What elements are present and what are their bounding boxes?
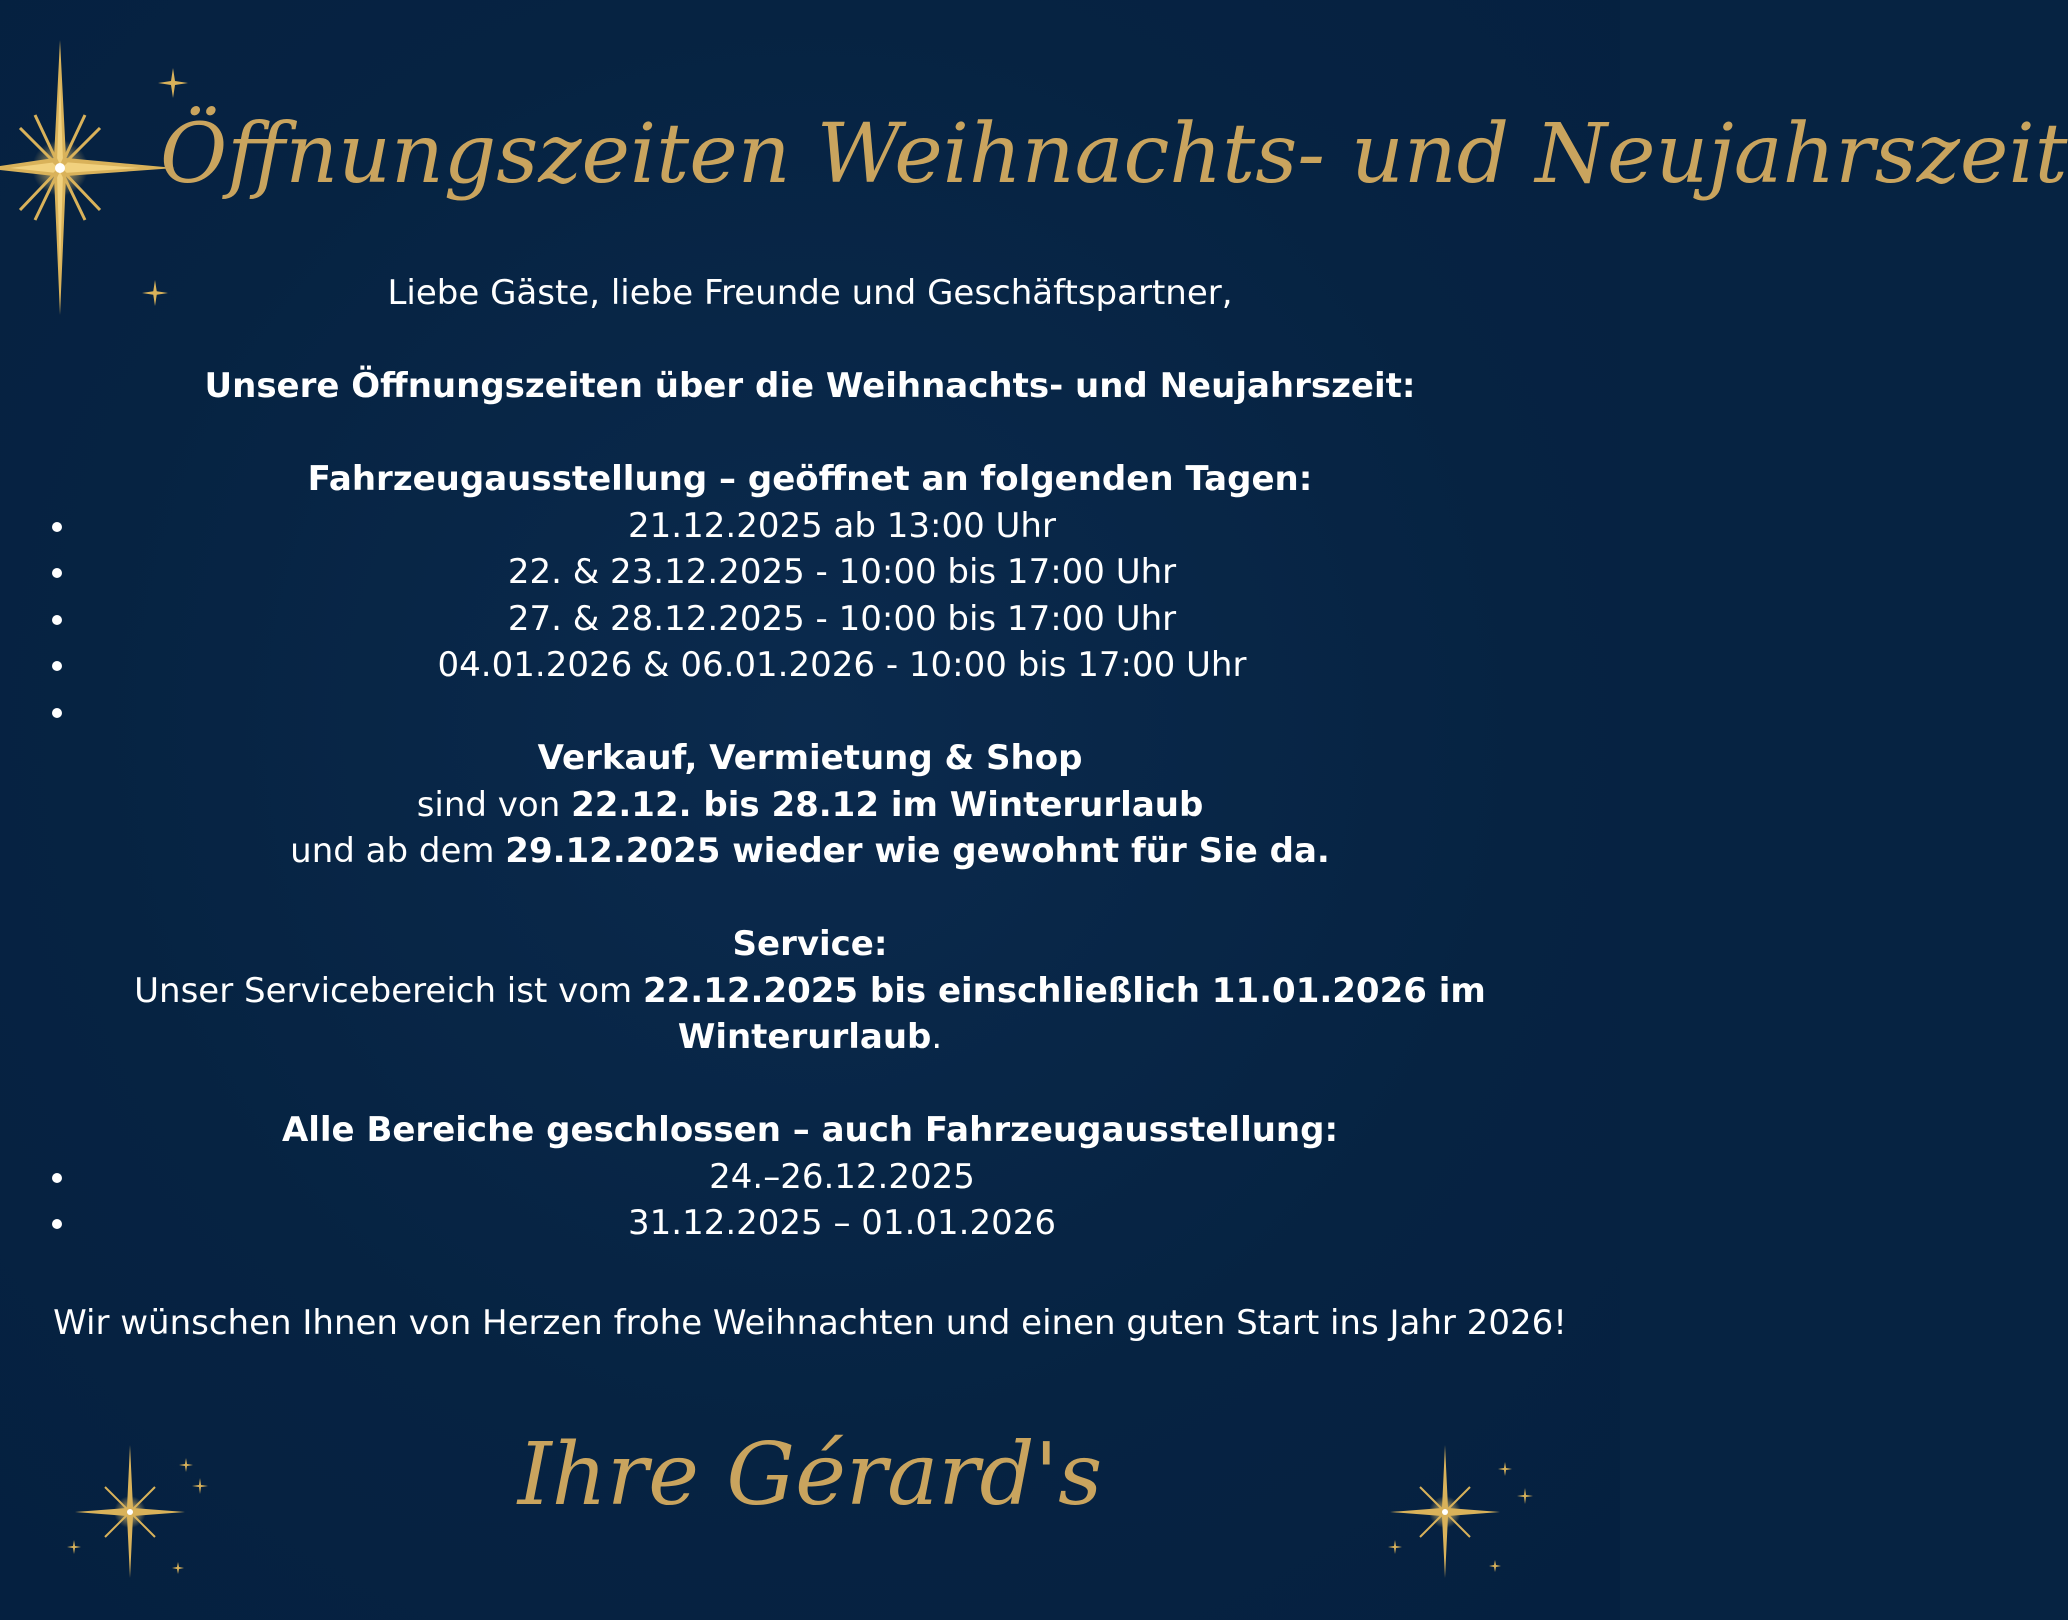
greeting-text: Liebe Gäste, liebe Freunde und Geschäftspartner, — [387, 273, 1233, 313]
bullet-icon — [52, 522, 62, 532]
bullet-icon — [52, 1173, 62, 1183]
bullet-icon — [52, 568, 62, 578]
sales-line-1-prefix: sind von — [416, 784, 572, 825]
exhibition-heading: Fahrzeugausstellung – geöffnet an folgenden Tagen: — [307, 459, 1313, 499]
list-item — [0, 642, 1620, 689]
list-item — [0, 503, 1620, 550]
service-line-1-bold: 22.12.2025 bis einschließlich 11.01.2026 im — [642, 970, 1486, 1011]
exhibition-date: 21.12.2025 ab 13:00 Uhr — [628, 505, 1056, 546]
golden-star-icon — [1385, 1440, 1545, 1580]
list-item — [0, 1200, 1620, 1247]
page-title: Öffnungszeiten Weihnachts- und Neujahrszeit — [160, 107, 2068, 202]
sales-line-2-bold: 29.12.2025 wieder wie gewohnt für Sie da. — [505, 831, 1330, 871]
service-line-1 — [0, 968, 1620, 1015]
exhibition-date: 22. & 23.12.2025 - 10:00 bis 17:00 Uhr — [507, 552, 1177, 592]
list-item — [0, 1154, 1620, 1201]
signature: Ihre Gérard's — [517, 1425, 1103, 1525]
exhibition-date: 27. & 28.12.2025 - 10:00 bis 17:00 Uhr — [507, 598, 1177, 639]
service-line-1-prefix: Unser Servicebereich ist vom — [134, 970, 643, 1011]
bullet-icon — [52, 615, 62, 625]
bullet-icon — [52, 661, 62, 671]
content-block — [0, 270, 1620, 1247]
sales-line-1 — [0, 782, 1620, 829]
list-item — [0, 549, 1620, 596]
closed-heading: Alle Bereiche geschlossen – auch Fahrzeugausstellung: — [281, 1110, 1339, 1150]
sales-heading: Verkauf, Vermietung & Shop — [537, 738, 1083, 778]
closed-date: 24.–26.12.2025 — [709, 1156, 975, 1197]
sales-line-1-bold: 22.12. bis 28.12 im Winterurlaub — [571, 784, 1204, 825]
list-item — [0, 689, 1620, 736]
exhibition-date: 04.01.2026 & 06.01.2026 - 10:00 bis 17:00 Uhr — [437, 645, 1247, 685]
section-heading: Unsere Öffnungszeiten über die Weihnachts- und Neujahrszeit: — [204, 366, 1416, 406]
golden-star-icon — [60, 1440, 220, 1580]
sales-line-2-prefix: und ab dem — [290, 831, 506, 871]
service-line-2 — [0, 1014, 1620, 1061]
closed-date: 31.12.2025 – 01.01.2026 — [628, 1203, 1056, 1243]
holiday-wish: Wir wünschen Ihnen von Herzen frohe Weihnachten und einen guten Start ins Jahr 2026! — [53, 1303, 1567, 1343]
bullet-icon — [52, 708, 62, 718]
sales-line-2 — [0, 828, 1620, 875]
list-item — [0, 596, 1620, 643]
bullet-icon — [52, 1219, 62, 1229]
service-line-2-bold: Winterurlaub — [677, 1017, 932, 1057]
service-line-2-suffix: . — [931, 1017, 943, 1057]
service-heading: Service: — [732, 924, 888, 964]
